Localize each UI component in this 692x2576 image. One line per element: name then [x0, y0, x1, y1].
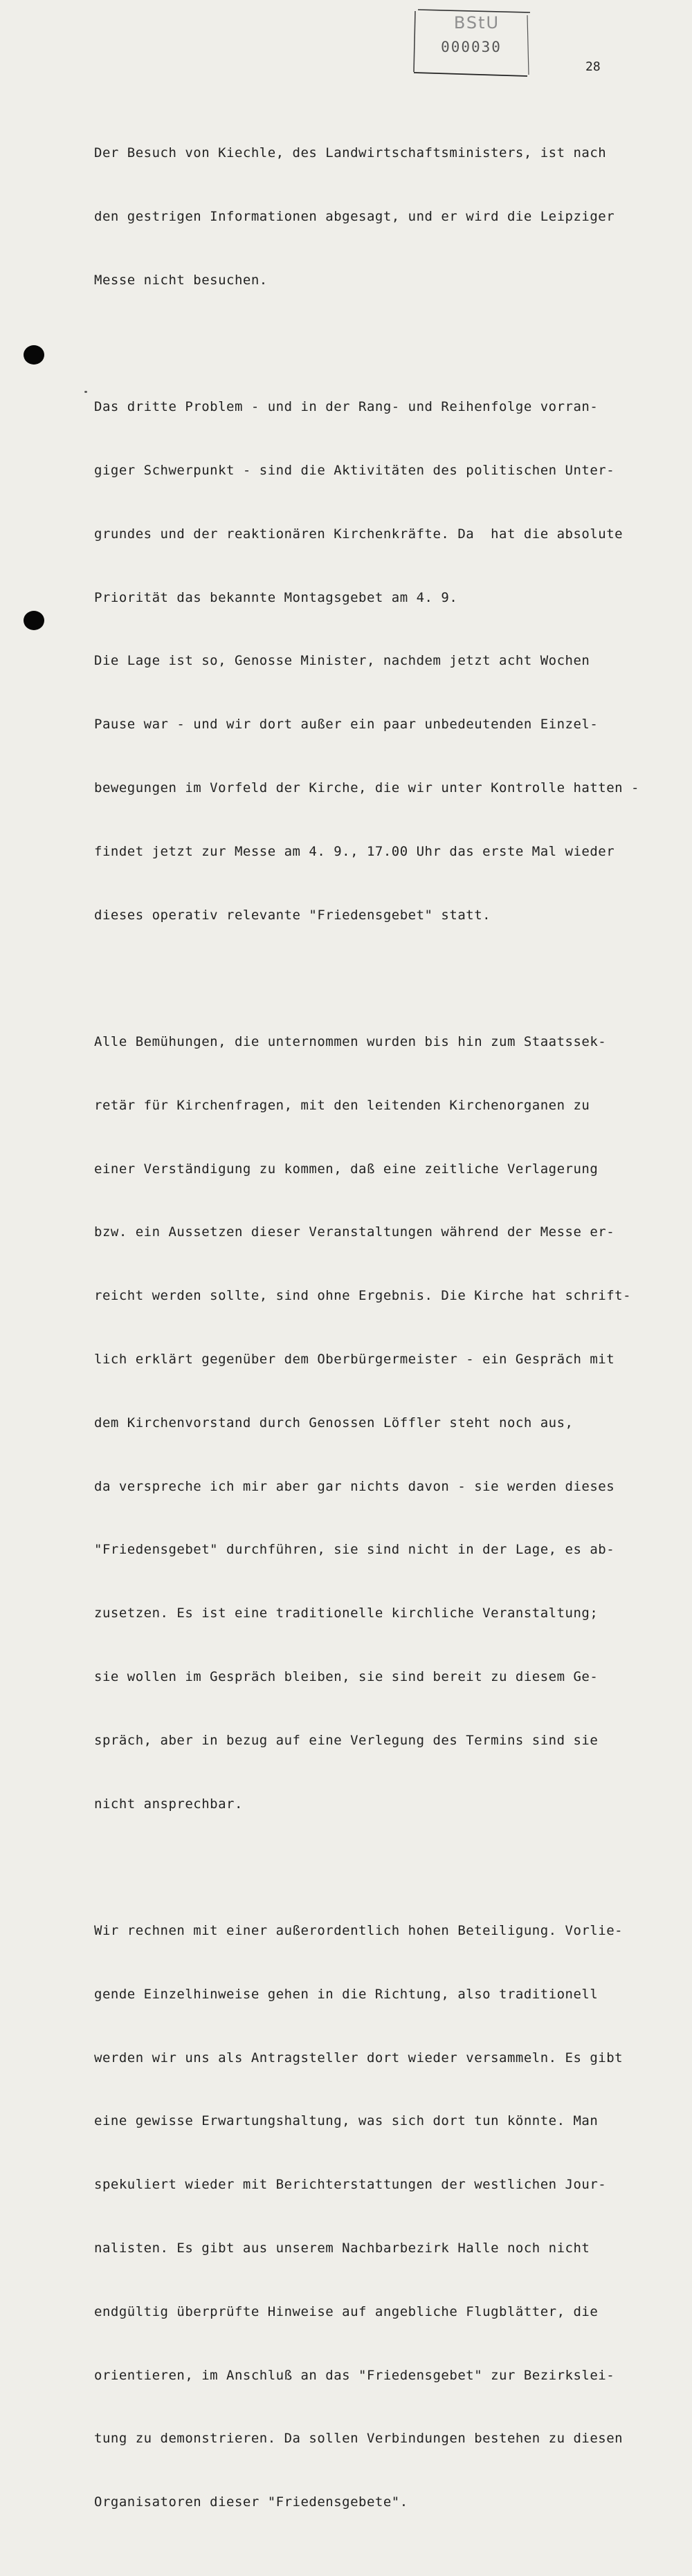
text-line: Der Besuch von Kiechle, des Landwirtschaftsministers, ist nach — [94, 145, 607, 161]
text-line: endgültig überprüfte Hinweise auf angebliche Flugblätter, die — [94, 2303, 599, 2319]
text-line: bzw. ein Aussetzen dieser Veranstaltungen während der Messe er- — [94, 1224, 615, 1240]
text-line: orientieren, im Anschluß an das "Friedensgebet" zur Bezirkslei- — [94, 2367, 615, 2383]
text-line: da verspreche ich mir aber gar nichts davon - sie werden dieses — [94, 1478, 615, 1494]
page-number: 28 — [585, 59, 601, 74]
text-line: reicht werden sollte, sind ohne Ergebnis. Die Kirche hat schrift- — [94, 1288, 632, 1304]
text-line: bewegungen im Vorfeld der Kirche, die wir unter Kontrolle hatten - — [94, 780, 639, 795]
text-line: zusetzen. Es ist eine traditionelle kirchliche Veranstaltung; — [94, 1606, 599, 1621]
punch-hole-bottom — [24, 611, 44, 630]
text-line: Die Lage ist so, Genosse Minister, nachdem jetzt acht Wochen — [94, 653, 590, 669]
paragraph-1 — [94, 100, 648, 333]
text-line: "Friedensgebet" durchführen, sie sind nicht in der Lage, es ab- — [94, 1542, 615, 1558]
text-line: nalisten. Es gibt aus unserem Nachbarbezirk Halle noch nicht — [94, 2240, 590, 2256]
text-line: eine gewisse Erwartungshaltung, was sich dort tun könnte. Man — [94, 2113, 599, 2129]
paragraph-2 — [94, 354, 648, 968]
text-line: spräch, aber in bezug auf eine Verlegung des Termins sind sie — [94, 1732, 599, 1748]
text-line: spekuliert wieder mit Berichterstattungen der westlichen Jour- — [94, 2177, 607, 2193]
stamp-number: 000030 — [441, 39, 502, 55]
text-line: grundes und der reaktionären Kirchenkräfte. Da hat die absolute — [94, 526, 623, 542]
text-line: Messe nicht besuchen. — [94, 272, 268, 288]
text-line: Priorität das bekannte Montagsgebet am 4. 9. — [94, 589, 458, 605]
text-line: Alle Bemühungen, die unternommen wurden bis hin zum Staatssek- — [94, 1034, 607, 1050]
text-line: den gestrigen Informationen abgesagt, und er wird die Leipziger — [94, 208, 615, 224]
text-line: einer Verständigung zu kommen, daß eine zeitliche Verlagerung — [94, 1161, 599, 1177]
paragraph-3 — [94, 989, 648, 1857]
text-line: Pause war - und wir dort außer ein paar unbedeutenden Einzel- — [94, 717, 599, 733]
text-line: tung zu demonstrieren. Da sollen Verbindungen bestehen zu diesen — [94, 2431, 623, 2447]
text-line: sie wollen im Gespräch bleiben, sie sind bereit zu diesem Ge- — [94, 1668, 599, 1684]
text-line: nicht ansprechbar. — [94, 1796, 243, 1812]
archive-stamp — [412, 7, 531, 77]
stamp-label: BStU — [453, 13, 500, 33]
body-text — [94, 100, 648, 2576]
paper-speck — [84, 391, 87, 393]
text-line: lich erklärt gegenüber dem Oberbürgermeister - ein Gespräch mit — [94, 1352, 615, 1368]
text-line: dem Kirchenvorstand durch Genossen Löffler steht noch aus, — [94, 1415, 574, 1430]
text-line: Wir rechnen mit einer außerordentlich hohen Beteiligung. Vorlie- — [94, 1923, 623, 1939]
text-line: giger Schwerpunkt - sind die Aktivitäten des politischen Unter- — [94, 463, 615, 479]
text-line: gende Einzelhinweise gehen in die Richtung, also traditionell — [94, 1986, 599, 2002]
text-line: retär für Kirchenfragen, mit den leitenden Kirchenorganen zu — [94, 1097, 590, 1113]
text-line: dieses operativ relevante "Friedensgebet" statt. — [94, 907, 491, 923]
text-line: findet jetzt zur Messe am 4. 9., 17.00 Uhr das erste Mal wieder — [94, 843, 615, 859]
text-line: werden wir uns als Antragsteller dort wieder versammeln. Es gibt — [94, 2050, 623, 2066]
text-line: Das dritte Problem - und in der Rang- und Reihenfolge vorran- — [94, 399, 599, 415]
text-line: Organisatoren dieser "Friedensgebete". — [94, 2494, 408, 2510]
punch-hole-top — [24, 345, 44, 365]
paragraph-4 — [94, 1878, 648, 2555]
